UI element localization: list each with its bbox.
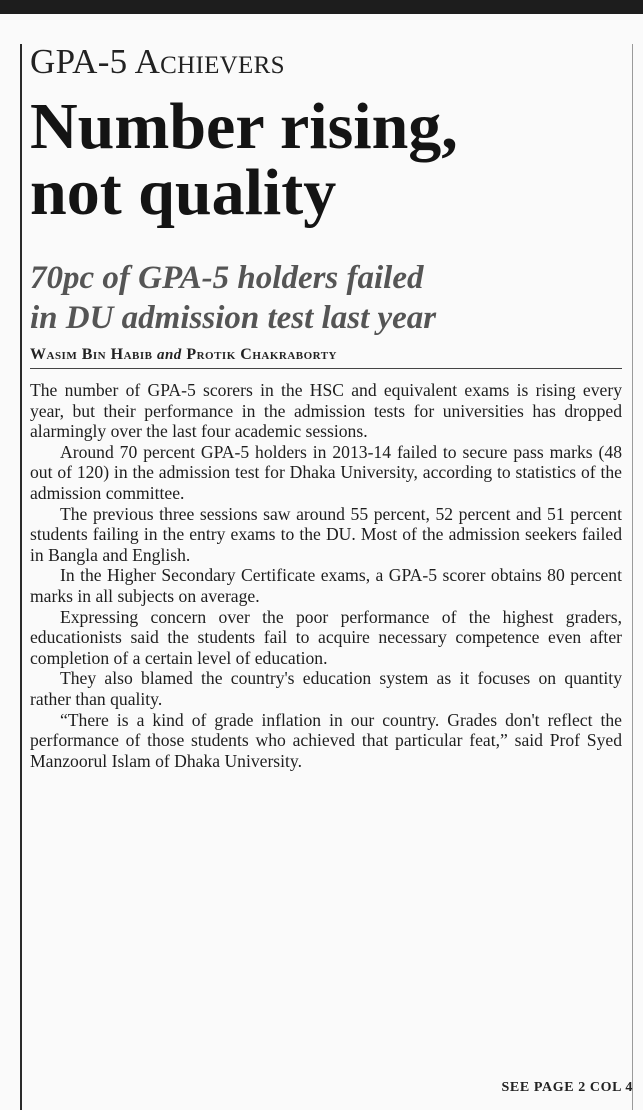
subheadline xyxy=(30,258,628,338)
news-article xyxy=(30,40,628,771)
left-column-rule xyxy=(20,44,22,1110)
paragraph-1: The number of GPA-5 scorers in the HSC and equivalent exams is rising every year, but their performance in the admission tests for universities has dropped alarmingly over the last four academic sessions. xyxy=(30,380,622,442)
paragraph-7: “There is a kind of grade inflation in our country. Grades don't reflect the performance of those students who achieved that particular feat,” said Prof Syed Manzoorul Islam of Dhaka University. xyxy=(30,709,622,771)
byline-conjunction: and xyxy=(156,347,182,363)
top-rule xyxy=(0,0,643,14)
subheadline-line-2: in DU admission test last year xyxy=(30,300,437,336)
article-body xyxy=(30,380,622,771)
byline-author-1: Wasim Bin Habib xyxy=(30,346,153,363)
continued-jump-line: SEE PAGE 2 COL 4 xyxy=(501,1080,633,1095)
paragraph-4: In the Higher Secondary Certificate exams, a GPA-5 scorer obtains 80 percent marks in all subjects on average. xyxy=(30,565,622,606)
headline-line-2: not quality xyxy=(30,156,337,229)
byline xyxy=(30,346,622,369)
paragraph-3: The previous three sessions saw around 55 percent, 52 percent and 51 percent students failing in the entry exams to the DU. Most of the admission seekers failed in Bangla and English. xyxy=(30,503,622,565)
headline-line-1: Number rising, xyxy=(30,90,458,163)
paragraph-2: Around 70 percent GPA-5 holders in 2013-14 failed to secure pass marks (48 out of 120) in the admission test for Dhaka University, according to statistics of the admission committee. xyxy=(30,441,622,503)
headline xyxy=(30,90,628,229)
kicker: GPA-5 Achievers xyxy=(30,42,285,81)
paragraph-6: They also blamed the country's education system as it focuses on quantity rather than quality. xyxy=(30,668,622,709)
right-column-rule xyxy=(632,44,633,1110)
paragraph-5: Expressing concern over the poor performance of the highest graders, educationists said the students fail to acquire necessary competence even after completion of a certain level of education. xyxy=(30,606,622,668)
byline-author-2: Protik Chakraborty xyxy=(186,346,337,363)
subheadline-line-1: 70pc of GPA-5 holders failed xyxy=(30,260,424,296)
